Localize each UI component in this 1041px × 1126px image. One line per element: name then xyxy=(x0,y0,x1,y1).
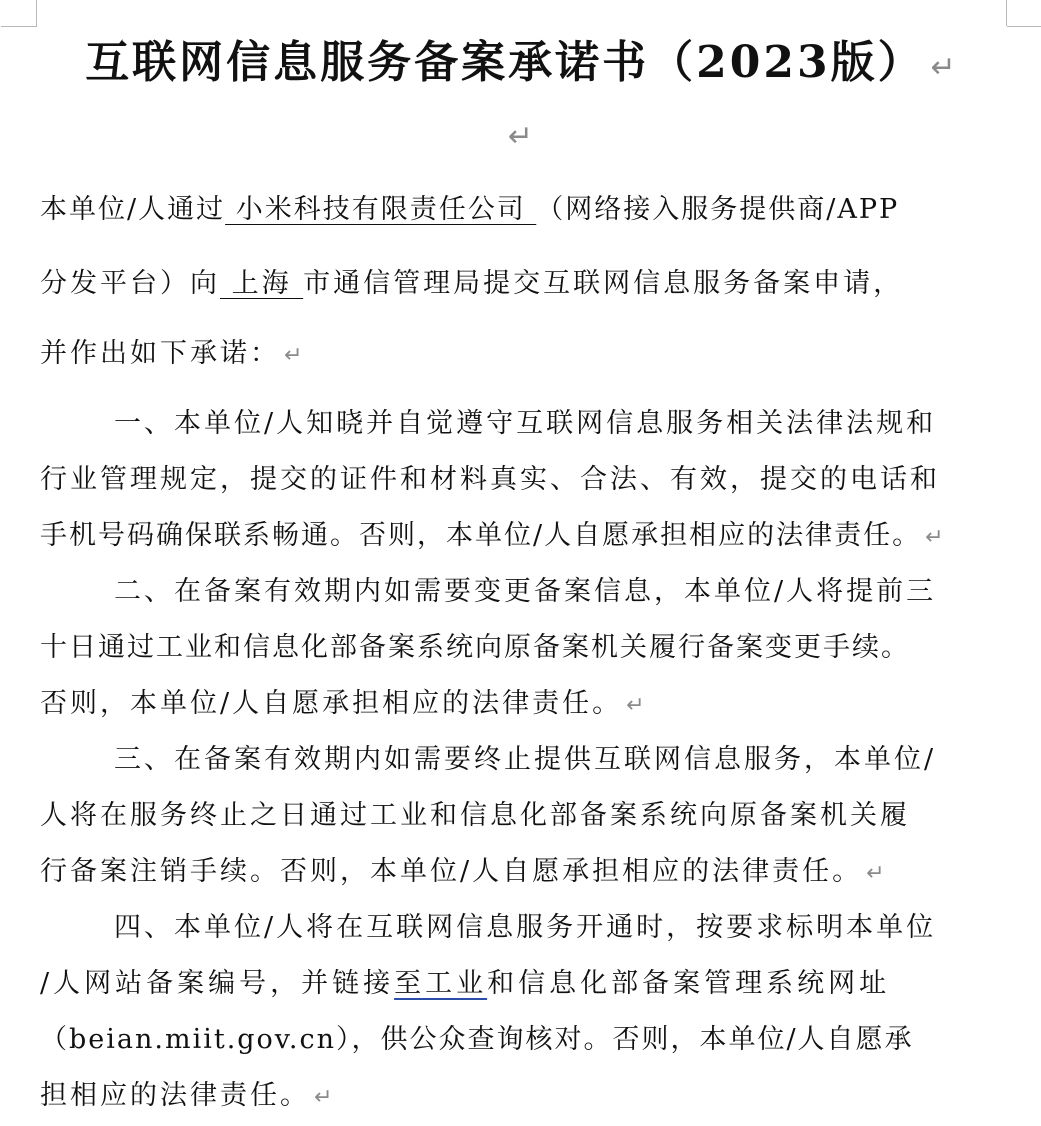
paragraph-mark-icon: ↵ xyxy=(314,1085,333,1110)
clause-text: （beian.miit.gov.cn），供公众查询核对。否则，本单位/人自愿承 xyxy=(40,1024,914,1055)
clause3-line-3[interactable] xyxy=(40,844,1006,900)
clause3-line-2[interactable] xyxy=(40,788,1006,844)
intro-text: 本单位/人通过 xyxy=(40,194,226,225)
intro-text: 市通信管理局提交互联网信息服务备案申请， xyxy=(303,268,904,299)
clause-text: 二、在备案有效期内如需要变更备案信息，本单位/人将提前三 xyxy=(114,576,937,607)
paragraph-mark-icon: ↵ xyxy=(507,119,534,154)
intro-line-1[interactable] xyxy=(40,182,1006,238)
clause2-line-2[interactable] xyxy=(40,620,1006,676)
clause2-line-1[interactable] xyxy=(40,564,1006,620)
provider-name-field[interactable]: 小米科技有限责任公司 xyxy=(225,194,537,225)
document-title-line[interactable] xyxy=(0,30,1041,101)
clause-text: /人网站备案编号，并链接 xyxy=(40,968,395,999)
clause-text: 一、本单位/人知晓并自觉遵守互联网信息服务相关法律法规和 xyxy=(114,408,937,439)
paragraph-mark-icon: ↵ xyxy=(626,693,645,718)
intro-line-2[interactable] xyxy=(40,256,1006,312)
clause-text: 和信息化部备案管理系统网址 xyxy=(487,968,891,999)
clause1-line-1[interactable] xyxy=(40,396,1006,452)
clause-text: 手机号码确保联系畅通。否则，本单位/人自愿承担相应的法律责任。 xyxy=(40,520,922,551)
intro-text: （网络接入服务提供商/APP xyxy=(536,194,900,225)
document-title: 互联网信息服务备案承诺书（2023版） xyxy=(85,37,925,88)
clause-text: 十日通过工业和信息化部备案系统向原备案机关履行备案变更手续。 xyxy=(40,632,910,663)
clause-text: 担相应的法律责任。 xyxy=(40,1080,310,1111)
empty-paragraph[interactable] xyxy=(0,112,1041,166)
paragraph-mark-icon: ↵ xyxy=(284,343,303,368)
clause-text: 否则，本单位/人自愿承担相应的法律责任。 xyxy=(40,688,623,719)
clause1-line-3[interactable] xyxy=(40,508,1006,564)
crop-mark-top-left xyxy=(36,0,37,26)
clause4-line-1[interactable] xyxy=(40,900,1006,956)
clause-text: 行业管理规定，提交的证件和材料真实、合法、有效，提交的电话和 xyxy=(40,464,940,495)
crop-mark-top-right xyxy=(1006,0,1007,26)
clause-text: 人将在服务终止之日通过工业和信息化部备案系统向原备案机关履 xyxy=(40,800,910,831)
clause-text: 三、在备案有效期内如需要终止提供互联网信息服务，本单位/ xyxy=(114,744,937,775)
paragraph-mark-icon: ↵ xyxy=(925,525,944,550)
ministry-link[interactable]: 至工业 xyxy=(394,968,488,999)
clause-text: 行备案注销手续。否则，本单位/人自愿承担相应的法律责任。 xyxy=(40,856,863,887)
clause2-line-3[interactable] xyxy=(40,676,1006,732)
clause-text: 四、本单位/人将在互联网信息服务开通时，按要求标明本单位 xyxy=(114,912,937,943)
clause4-line-3[interactable] xyxy=(40,1012,1006,1068)
clause4-line-2[interactable] xyxy=(40,956,1006,1012)
intro-text: 分发平台）向 xyxy=(40,268,220,299)
paragraph-mark-icon: ↵ xyxy=(866,861,885,886)
city-field[interactable]: 上海 xyxy=(220,268,304,299)
paragraph-mark-icon: ↵ xyxy=(930,50,956,85)
intro-line-3[interactable] xyxy=(40,326,1006,382)
intro-text: 并作出如下承诺： xyxy=(40,338,280,369)
clause4-line-4[interactable] xyxy=(40,1068,1006,1124)
clause3-line-1[interactable] xyxy=(40,732,1006,788)
clause1-line-2[interactable] xyxy=(40,452,1006,508)
